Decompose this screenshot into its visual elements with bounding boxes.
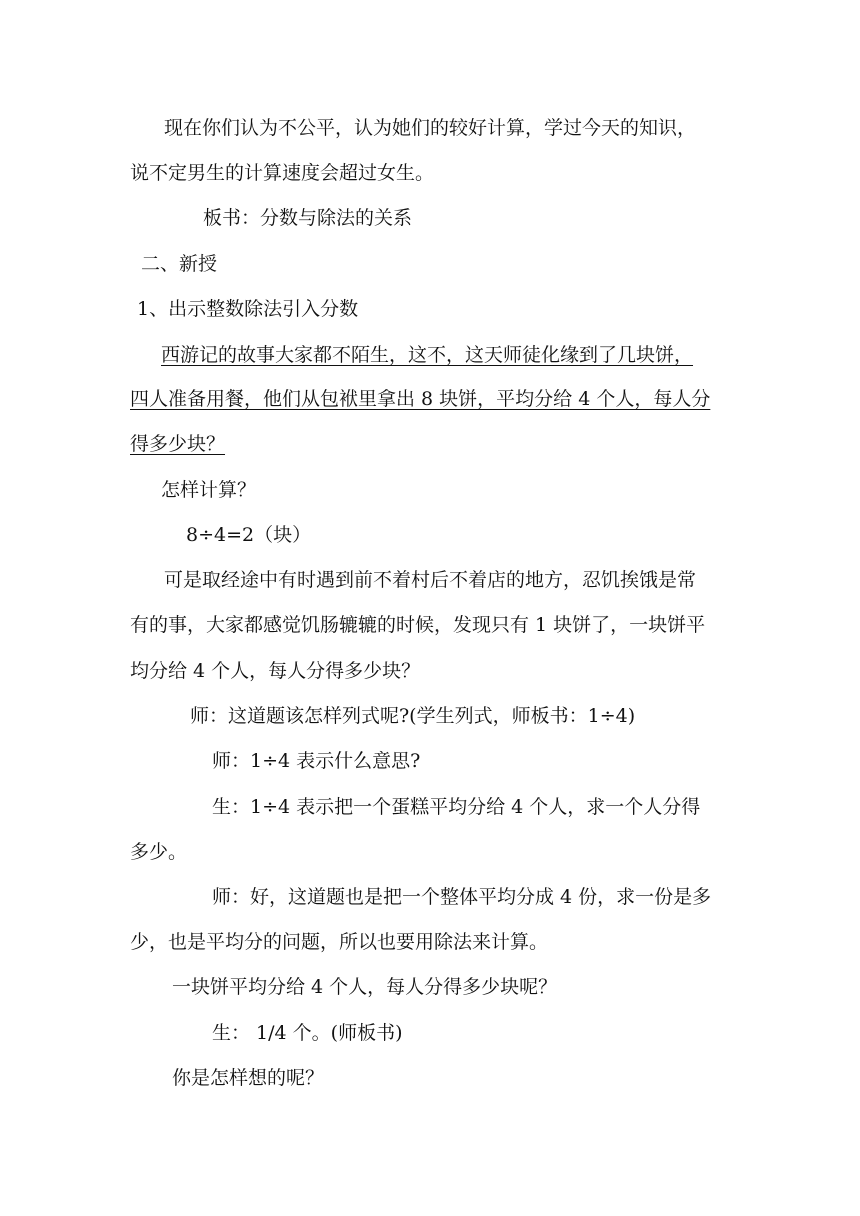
paragraph-line: 均分给 4 个人，每人分得多少块？: [130, 660, 421, 682]
question-line: 你是怎样想的呢？: [172, 1067, 325, 1089]
underlined-story-line: 西游记的故事大家都不陌生，这不，这天师徒化缘到了几块饼，: [161, 344, 694, 366]
formula-line: 8÷4=2（块）: [186, 524, 312, 546]
question-line: 一块饼平均分给 4 个人，每人分得多少块呢？: [172, 976, 558, 998]
board-title-line: 板书：分数与除法的关系: [203, 207, 413, 229]
question-line: 怎样计算？: [161, 479, 257, 501]
underlined-story-line: 得多少块？: [130, 433, 226, 455]
paragraph-line: 现在你们认为不公平，认为她们的较好计算，学过今天的知识，: [164, 117, 697, 139]
subsection-heading: 1、出示整数除法引入分数: [137, 298, 359, 320]
underlined-story-line: 四人准备用餐，他们从包袱里拿出 8 块饼，平均分给 4 个人，每人分: [130, 388, 711, 410]
paragraph-line: 可是取经途中有时遇到前不着村后不着店的地方，忍饥挨饿是常: [164, 569, 697, 591]
section-heading: 二、新授: [141, 253, 218, 275]
dialogue-line: 师：这道题该怎样列式呢?(学生列式，师板书：1÷4): [190, 705, 636, 727]
dialogue-line: 少，也是平均分的问题，所以也要用除法来计算。: [130, 931, 549, 953]
paragraph-line: 有的事，大家都感觉饥肠辘辘的时候，发现只有 1 块饼了，一块饼平: [130, 614, 706, 636]
dialogue-line: 师：好，这道题也是把一个整体平均分成 4 份，求一份是多: [212, 886, 712, 908]
paragraph-line: 说不定男生的计算速度会超过女生。: [130, 162, 435, 184]
dialogue-line: 多少。: [130, 841, 188, 863]
dialogue-line: 生：1÷4 表示把一个蛋糕平均分给 4 个人，求一个人分得: [212, 796, 701, 818]
dialogue-line: 生： 1/4 个。(师板书): [212, 1022, 403, 1044]
dialogue-line: 师：1÷4 表示什么意思?: [212, 750, 421, 772]
